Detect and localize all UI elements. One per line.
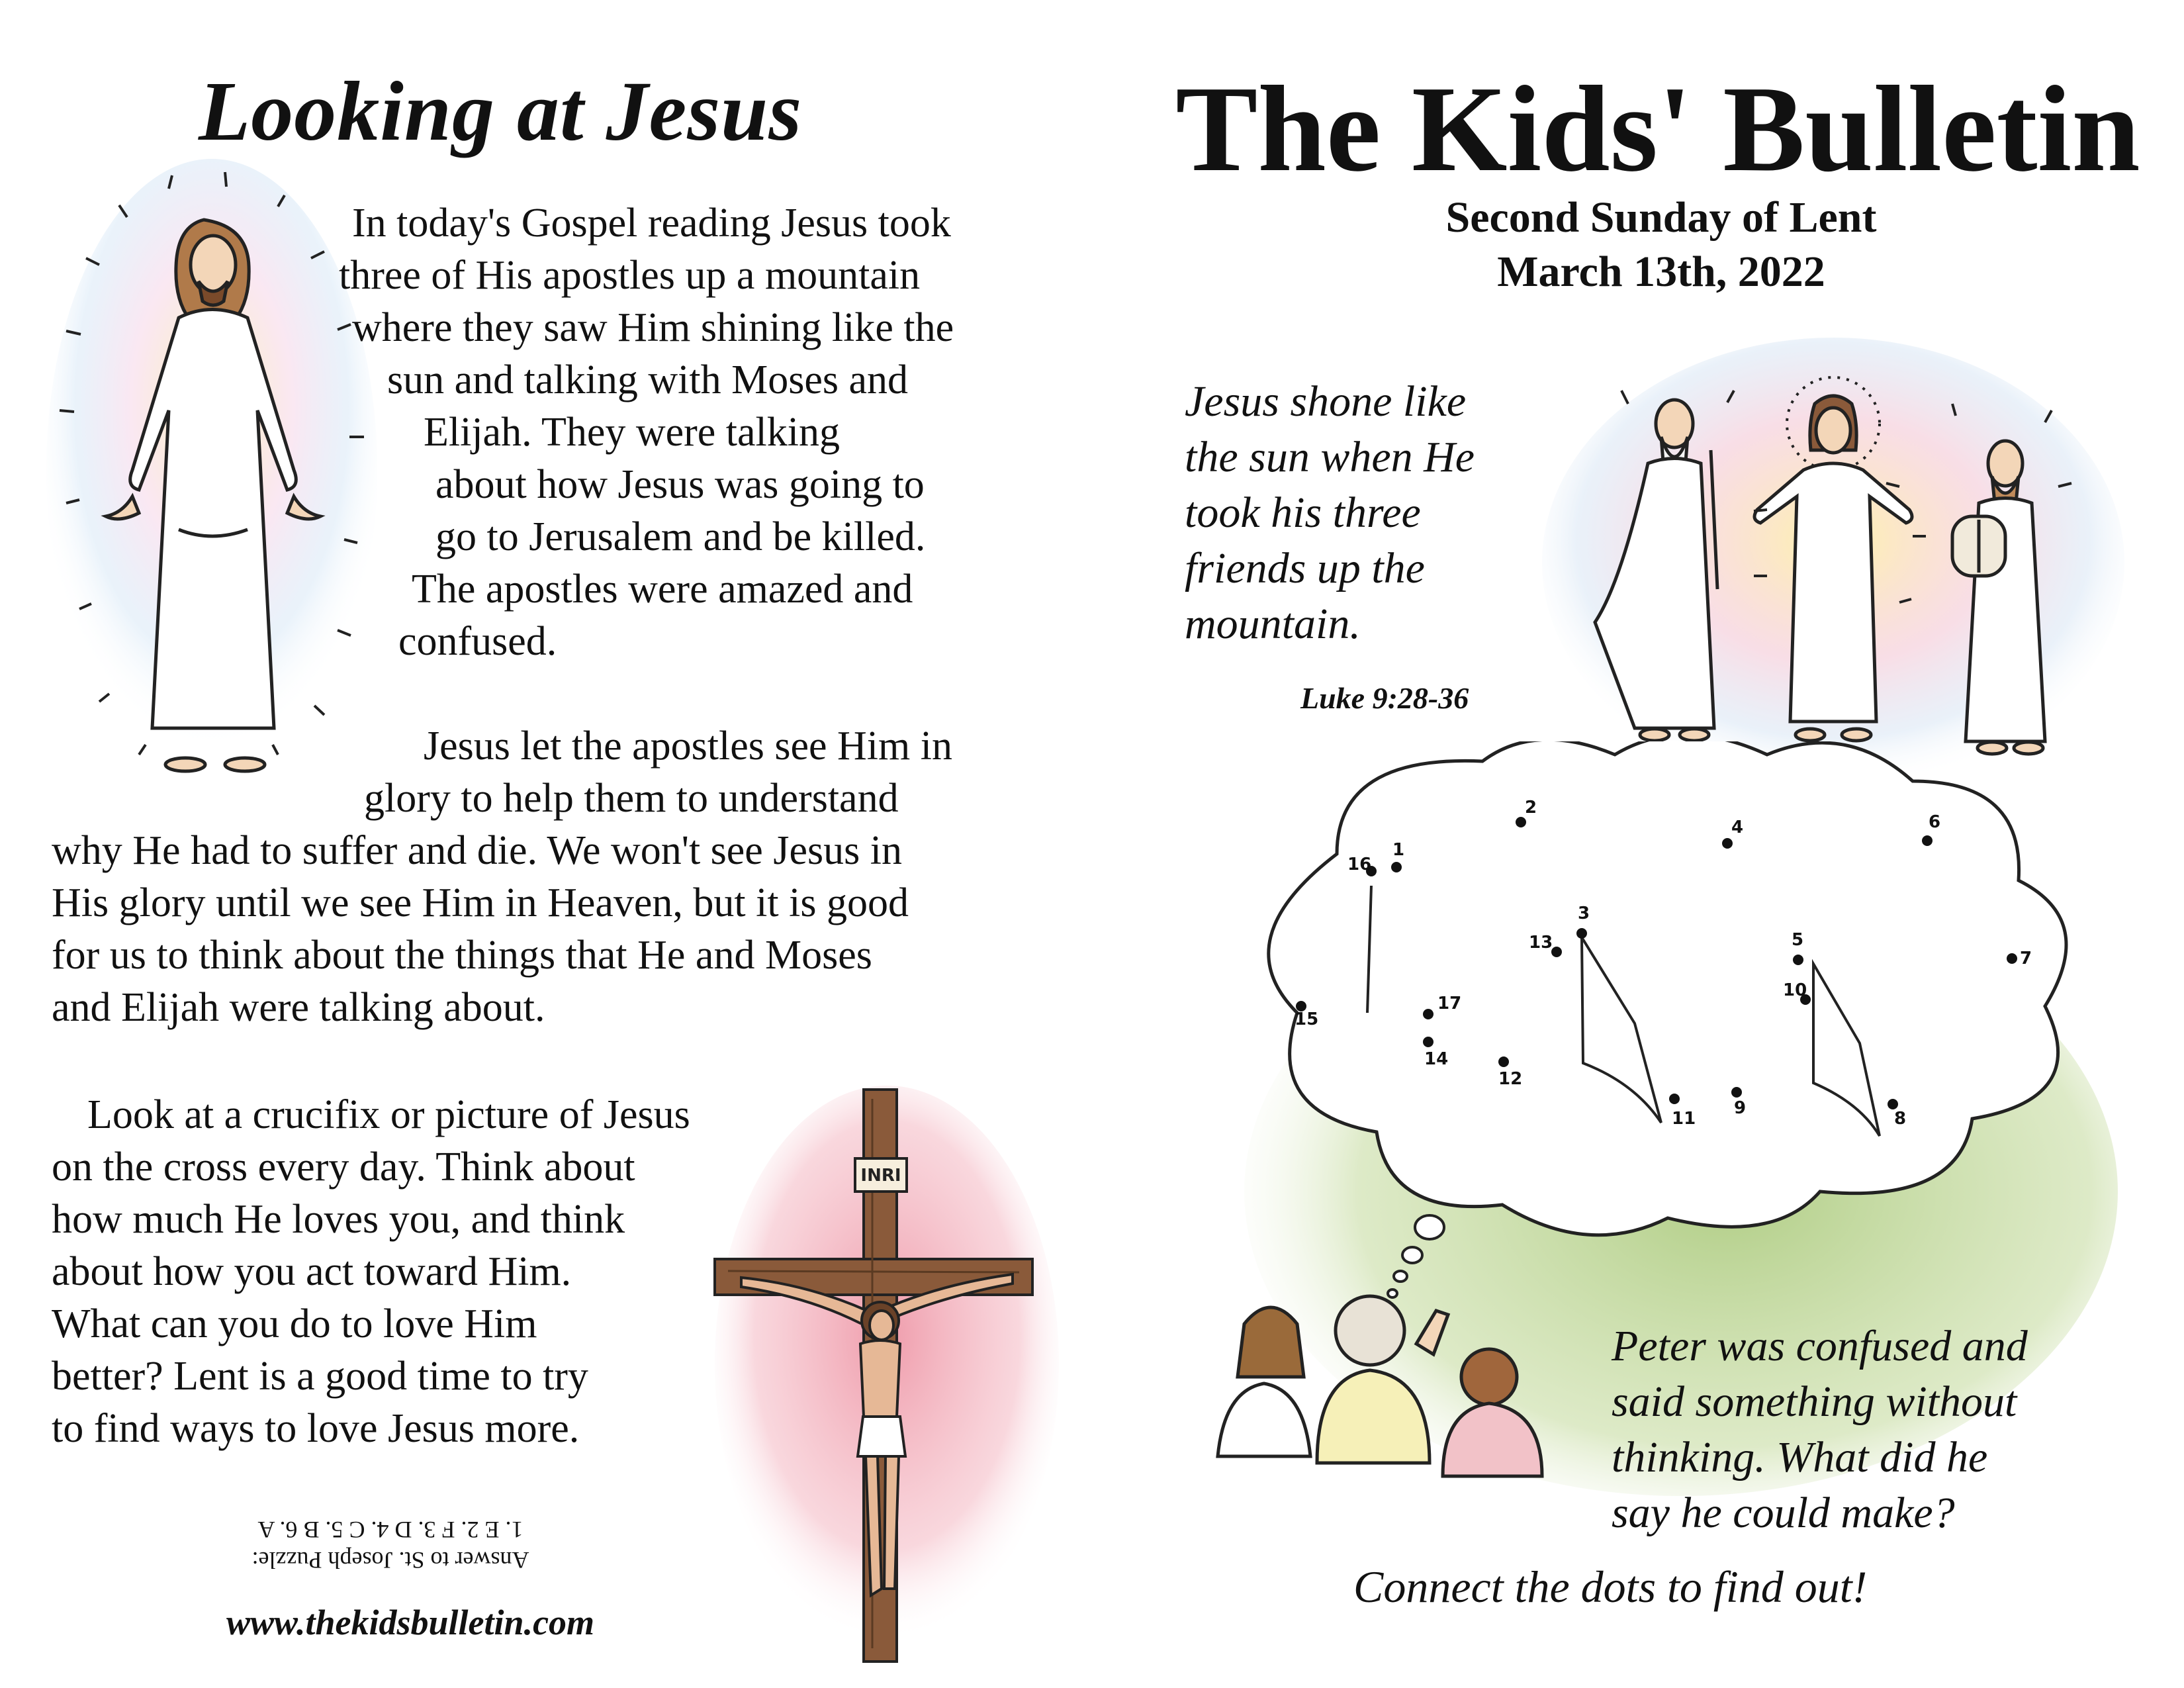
- caption-line: took his three: [1185, 489, 1421, 537]
- puzzle-dot[interactable]: [1793, 955, 1803, 965]
- paragraph1-line: three of His apostles up a mountain: [339, 253, 921, 298]
- answer-key-title: Answer to St. Joseph Puzzle:: [251, 1547, 529, 1573]
- paragraph2-line: His glory until we see Him in Heaven, but it is good: [52, 880, 909, 925]
- puzzle-dot[interactable]: [1498, 1056, 1509, 1067]
- puzzle-dot[interactable]: [1888, 1099, 1898, 1109]
- caption-line: mountain.: [1185, 600, 1361, 648]
- paragraph1-line: confused.: [398, 619, 557, 664]
- paragraph3-line: on the cross every day. Think about: [52, 1145, 635, 1190]
- paragraph2-line: glory to help them to understand: [364, 776, 899, 821]
- caption-line: friends up the: [1185, 544, 1425, 592]
- paragraph3-line: What can you do to love Him: [52, 1301, 537, 1346]
- puzzle-dot[interactable]: [1669, 1094, 1680, 1104]
- crucifix-illustration: [702, 1086, 1059, 1668]
- connect-the-dots-puzzle[interactable]: [1218, 741, 2105, 1284]
- puzzle-dot[interactable]: [1576, 928, 1587, 939]
- paragraph2-line: Jesus let the apostles see Him in: [424, 724, 952, 769]
- puzzle-instruction: Connect the dots to find out!: [1353, 1562, 1868, 1612]
- puzzle-dot-label: 5: [1792, 930, 1804, 950]
- paragraph1-line: about how Jesus was going to: [435, 462, 925, 507]
- website-link[interactable]: www.thekidsbulletin.com: [226, 1603, 595, 1642]
- puzzle-dot-label: 7: [2020, 949, 2032, 968]
- sunday-name: Second Sunday of Lent: [1445, 193, 1877, 242]
- answer-key-values: 1. E 2. F 3. D 4. C 5. B 6. A: [257, 1517, 523, 1543]
- puzzle-dot[interactable]: [2007, 953, 2017, 964]
- caption-line: the sun when He: [1185, 433, 1475, 481]
- puzzle-dot-label: 6: [1929, 812, 1941, 832]
- caption-line: Jesus shone like: [1185, 377, 1467, 426]
- question-line: Peter was confused and: [1612, 1322, 2028, 1370]
- paragraph3-line: how much He loves you, and think: [52, 1197, 625, 1242]
- puzzle-dot-label: 16: [1347, 855, 1372, 874]
- scripture-reference: Luke 9:28-36: [1300, 681, 1469, 715]
- paragraph3-line: Look at a crucifix or picture of Jesus: [87, 1092, 690, 1137]
- puzzle-dot[interactable]: [1423, 1037, 1433, 1047]
- bulletin-date: March 13th, 2022: [1497, 248, 1825, 296]
- paragraph1-line: where they saw Him shining like the: [352, 305, 954, 350]
- puzzle-dot[interactable]: [1722, 838, 1733, 849]
- thought-cloud: [1269, 741, 2066, 1235]
- apostle-peter: [1336, 1296, 1404, 1365]
- question-line: said something without: [1612, 1378, 2017, 1426]
- puzzle-dot[interactable]: [1391, 862, 1402, 872]
- bulletin-title: The Kids' Bulletin: [1175, 61, 2140, 197]
- puzzle-dot-label: 3: [1578, 904, 1590, 923]
- paragraph2-line: for us to think about the things that He and Moses: [52, 933, 872, 978]
- paragraph1-line: In today's Gospel reading Jesus took: [352, 201, 951, 246]
- apostle-john: [1238, 1307, 1304, 1377]
- puzzle-dot[interactable]: [1516, 817, 1526, 827]
- puzzle-dot[interactable]: [1731, 1087, 1742, 1098]
- paragraph1-line: The apostles were amazed and: [412, 567, 913, 612]
- paragraph2-line: why He had to suffer and die. We won't see Jesus in: [52, 828, 902, 873]
- paragraph1-line: Elijah. They were talking: [424, 410, 840, 455]
- inri-sign: [855, 1158, 907, 1192]
- puzzle-dot[interactable]: [1423, 1009, 1433, 1019]
- paragraph1-line: go to Jerusalem and be killed.: [435, 514, 926, 559]
- puzzle-dot-label: 8: [1894, 1109, 1907, 1129]
- apostle-james: [1461, 1349, 1517, 1405]
- left-page-title: Looking at Jesus: [199, 64, 803, 158]
- transfiguration-illustration: [1542, 338, 2124, 801]
- puzzle-dot-label: 2: [1525, 798, 1537, 818]
- puzzle-dot[interactable]: [1551, 947, 1562, 957]
- paragraph3-line: better? Lent is a good time to try: [52, 1354, 588, 1399]
- puzzle-dot-label: 12: [1498, 1069, 1523, 1089]
- bulletin-subtitle: [1271, 191, 2052, 299]
- paragraph3-line: to find ways to love Jesus more.: [52, 1406, 580, 1451]
- paragraph3-line: about how you act toward Him.: [52, 1249, 572, 1294]
- puzzle-dot-label: 14: [1424, 1049, 1449, 1069]
- puzzle-dot[interactable]: [1922, 835, 1933, 846]
- paragraph1-line: sun and talking with Moses and: [387, 357, 908, 402]
- puzzle-dot-label: 10: [1783, 980, 1807, 1000]
- inri-text: INRI: [860, 1166, 901, 1186]
- question-line: thinking. What did he: [1612, 1433, 1988, 1481]
- answer-key-upside-down: [159, 1515, 622, 1575]
- puzzle-dot-label: 15: [1295, 1009, 1319, 1029]
- puzzle-dot-label: 13: [1529, 933, 1553, 953]
- puzzle-dot-label: 4: [1731, 818, 1744, 837]
- apostles-illustration: [1205, 1284, 1575, 1483]
- paragraph2-line: and Elijah were talking about.: [52, 985, 545, 1030]
- puzzle-dot-label: 1: [1392, 840, 1405, 860]
- question-line: say he could make?: [1612, 1489, 1955, 1537]
- puzzle-dot-label: 9: [1734, 1098, 1747, 1118]
- puzzle-dot-label: 17: [1437, 994, 1462, 1013]
- puzzle-dot-label: 11: [1672, 1109, 1696, 1129]
